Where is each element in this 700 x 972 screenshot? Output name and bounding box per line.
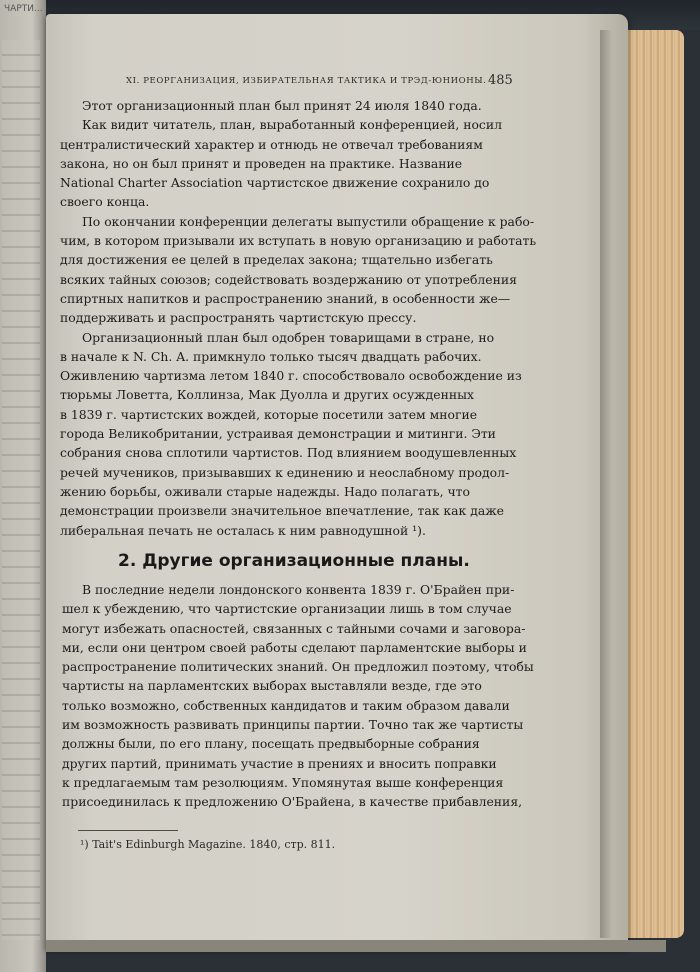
- text-line: Организационный план был одобрен товарищами в стране, но: [82, 329, 495, 345]
- text-line: других партий, принимать участие в прениях и вносить поправки: [62, 755, 497, 771]
- text-line: либеральная печать не осталась к ним равнодушной ¹).: [60, 522, 426, 538]
- text-line: города Великобритании, устраивая демонстрации и митинги. Эти: [60, 426, 496, 442]
- text-line: ми, если они центром своей работы сделают парламентские выборы и: [62, 639, 527, 655]
- text-line: могут избежать опасностей, связанных с тайными сочами и заговора-: [62, 620, 526, 636]
- text-line: речей мучеников, призывавших к единению и неослабному продол-: [60, 464, 510, 480]
- text-line: По окончании конференции делегаты выпустили обращение к рабо-: [82, 213, 535, 229]
- text-line: распространение политических знаний. Он предложил поэтому, чтобы: [62, 659, 534, 675]
- text-line: собрания снова сплотили чартистов. Под влиянием воодушевленных: [60, 445, 517, 461]
- left-page: [0, 0, 46, 972]
- page-number: 485: [488, 73, 513, 88]
- text-line: шел к убеждению, что чартистские организации лишь в том случае: [62, 601, 512, 617]
- running-title: XI. РЕОРГАНИЗАЦИЯ, ИЗБИРАТЕЛЬНАЯ ТАКТИКА И ТРЭД-ЮНИОНЫ.: [126, 76, 487, 86]
- text-line: Как видит читатель, план, выработанный конференцией, носил: [82, 117, 502, 133]
- text-line: в 1839 г. чартистских вождей, которые посетили затем многие: [60, 406, 478, 422]
- section-heading: 2. Другие организационные планы.: [118, 551, 470, 571]
- text-line: всяких тайных союзов; содействовать воздержанию от употребления: [60, 271, 517, 287]
- text-line: Этот организационный план был принят 24 июля 1840 года.: [82, 98, 482, 113]
- text-line: для достижения ее целей в пределах закона; тщательно избегать: [60, 252, 493, 268]
- text-line: Оживлению чартизма летом 1840 г. способствовало освобождение из: [60, 368, 522, 384]
- gutter-shadow: [600, 30, 612, 938]
- text-line: своего конца.: [60, 194, 150, 210]
- body-top: [60, 96, 537, 540]
- text-line: должны были, по его плану, посещать предвыборные собрания: [62, 736, 480, 752]
- text-line: только возможно, собственных кандидатов и таким образом давали: [62, 697, 510, 713]
- text-line: В последние недели лондонского конвента 1839 г. О'Брайен при-: [82, 582, 515, 597]
- footnote-rule: [78, 830, 178, 831]
- text-line: поддерживать и распространять чартистскую прессу.: [60, 310, 417, 326]
- page-bottom-edge: [46, 940, 666, 952]
- text-line: жению борьбы, оживали старые надежды. Надо полагать, что: [60, 483, 470, 499]
- text-line: в начале к N. Ch. A. примкнуло только тысяч двадцать рабочих.: [60, 348, 482, 364]
- left-page-text-lines: [2, 40, 40, 940]
- text-line: им возможность развивать принципы партии. Точно так же чартисты: [62, 717, 524, 733]
- footnote: ¹) Tait's Edinburgh Magazine. 1840, стр. 811.: [80, 838, 336, 851]
- text-line: чартисты на парламентских выборах выставляли везде, где это: [62, 678, 482, 694]
- text-line: National Charter Association чартистское движение сохранило до: [60, 175, 490, 191]
- text-line: демонстрации произвели значительное впечатление, так как даже: [60, 503, 504, 519]
- text-line: к предлагаемым там резолюциям. Упомянутая выше конференция: [62, 774, 504, 790]
- text-line: тюрьмы Ловетта, Коллинза, Мак Дуолла и других осужденных: [60, 387, 474, 403]
- text-line: чим, в котором призывали их вступать в новую организацию и работать: [60, 233, 537, 249]
- left-page-header: ЧАРТИ...: [4, 4, 43, 14]
- text-line: централистический характер и отнюдь не отвечал требованиям: [60, 136, 483, 152]
- body-bottom: [62, 580, 534, 812]
- text-line: закона, но он был принят и проведен на практике. Название: [60, 155, 463, 171]
- text-line: спиртных напитков и распространению знаний, в особенности же—: [60, 290, 511, 306]
- text-line: присоединилась к предложению О'Брайена, в качестве прибавления,: [62, 794, 523, 810]
